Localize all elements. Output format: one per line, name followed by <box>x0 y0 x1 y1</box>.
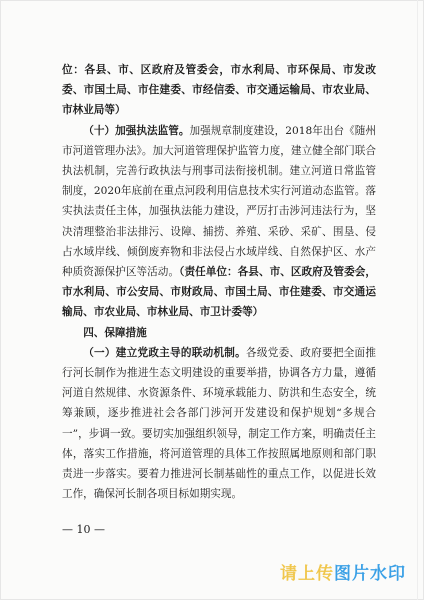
watermark-part-1: 请上传 <box>280 564 334 584</box>
linkage-body: 各级党委、政府要把全面推行河长制作为推进生态文明建设的重要举措，协调各方力量，遵循河道自然规律、水资源条件、环境承载能力、防洪和生态安全，统筹兼顾，逐步推进社会各部门涉河开发建设和保护规划“多规合一”，步调一致。要切实加强组织领导，制定工作方案，明确责任主体，落实工作措施，将河道管理的具体工作按照属地原则和部门职责进一步落实。要着力推进河长制基础性的重点工作，以促进长效工作，确保河长制各项目标如期实现。 <box>62 346 377 501</box>
watermark-part-2: 图片水印 <box>334 564 406 584</box>
document-body <box>62 60 376 504</box>
enforcement-body: 加强规章制度建设，2018年出台《随州市河道管理办法》。加大河道管理保护监管力度，建立健全部门联合执法机制，完善行政执法与刑事司法衔接机制。建立河道日常监管制度，2020年底前在重点河段利用信息技术实行河道动态监管。落实执法责任主体，加强执法能力建设，严厉打击涉河违法行为，坚决清理整治非法排污、设障、捕捞、养殖、采砂、采矿、围垦、侵占水域岸线、倾倒废弃物和非法侵占水域岸线、自然保护区、水产种质资源保护区等活动。 <box>62 124 376 279</box>
paragraph-continued <box>62 60 376 121</box>
subheading-linkage: （一）建立党政主导的联动机制。 <box>83 346 247 359</box>
section-heading: 四、保障措施 <box>83 326 147 339</box>
responsible-units-text: 位：各县、市、区政府及管委会，市水利局、市环保局、市发改委、市国土局、市住建委、市经信委、市交通运输局、市农业局、市林业局等） <box>62 64 376 117</box>
paragraph-enforcement <box>62 121 376 323</box>
page-edge <box>417 0 418 600</box>
subheading-enforcement: （十）加强执法监管。 <box>83 124 190 137</box>
upload-watermark <box>280 559 406 584</box>
responsible-units-text: （责任单位：各县、市、区政府及管委会，市水利局、市公安局、市财政局、市国土局、市住建委、市交通运输局、市农业局、市林业局、市卫计委等） <box>62 266 376 319</box>
paragraph-linkage <box>62 343 376 505</box>
page-number: — 10 — <box>62 523 105 536</box>
